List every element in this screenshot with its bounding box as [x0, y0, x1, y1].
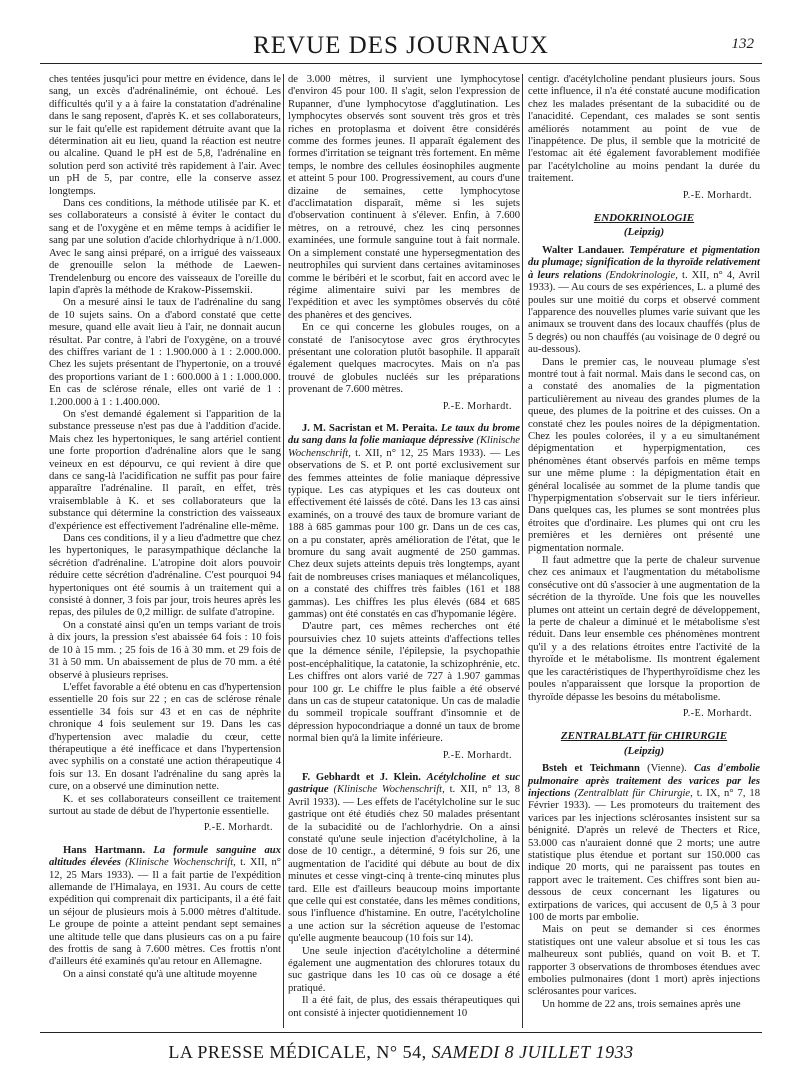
section-city: (Leipzig) [623, 744, 665, 757]
paragraph: Mais on peut se demander si ces énormes statistiques ont une valeur absolue et si tous les cas malheureux sont publiés, quand on voit B. et T. rapporter 3 observations de thromboses étendues avec embolies pulmonaires (dont 1 mort) après injections sclérosantes pour varices. [528, 924, 760, 998]
paragraph: On s'est demandé également si l'apparition de la substance presseuse n'est pas due à l'addition d'acide. Mais chez les hypertoniques, le sang artériel contient une forte proportion d'adrénaline alors que le sang veineux en est dépourvu, ce qui revient à dire que dans ce sang-là l'acidification ne suffit pas pour faire apparaître l'adrénaline. Il paraît, en effet, très vraisemblable à K. et ses collaborateurs que la substance qui détermine la constriction des vaisseaux d'expérience est effectivement l'adrénaline elle-même. [49, 408, 281, 532]
author-signature: P.-E. Morhardt. [682, 707, 752, 719]
paragraph: On a mesuré ainsi le taux de l'adrénaline du sang de 10 sujets sains. On a d'abord constaté que cette mesure, quand elle avait lieu à l'air, ne donnait aucun résultat. Par contre, à l'abri de l'oxygène, on a trouvé des chiffres variant de 1 : 1.900.000 à 1 : 2.000.000. Chez les sujets présentant de l'hypertonie, on a trouvé des proportions variant de 1 : 600.000 à 1 : 1.000.000. En cas de sclérose rénale, elles ont varié de 1 : 1.200.000 à 1 : 1.400.000. [49, 297, 281, 408]
paragraph: Une seule injection d'acétylcholine a déterminé également une augmentation des chlorures totaux du suc gastrique dans les 10 cas où ce dosage a été pratiqué. [288, 945, 520, 994]
article-author: Hans Hartmann. [63, 844, 146, 856]
article-author: Walter Landauer. [542, 244, 625, 256]
author-signature: P.-E. Morhardt. [442, 749, 512, 761]
paragraph: Dans ces conditions, il y a lieu d'admettre que chez les hypertoniques, le parasympathique déclanche la sécrétion d'adrénaline. L'atropine doit alors pouvoir réduire cette sécrétion d'adrénaline. C'est pourquoi 94 hypertoniques ont été soumis à un traitement qui a consisté à donner, 3 fois par jour, trois heures après les repas, des pilules de 0,2 milligr. de sulfate d'atropine. [49, 533, 281, 619]
article-reference: (Klinische Wochenschrift, [333, 784, 445, 796]
footer-issue-number: N° 54, [376, 1042, 427, 1062]
article-reference: (Zentralblatt für Chirurgie, [574, 787, 693, 799]
paragraph: Il faut admettre que la perte de chaleur survenue chez ces animaux et l'augmentation du métabolisme consécutive ont dû s'associer à une augmentation de la sécrétion de la thyroïde. Une fois que les nouvelles plumes ont atteint un certain degré de développement, la perte de chaleur a diminué et le métabolisme s'est réduit. Dans leur ensemble ces phénomènes montrent qu'il y a des relations étroites entre l'activité de la thyroïde et le métabolisme. Ils montrent également que les caractéristiques de l'hyperthyroïdisme chez les poules n'apparaissent que lorsque la proportion de thyroïde dépasse les besoins du métabolisme. [528, 555, 760, 703]
page-footer [40, 1042, 762, 1063]
paragraph: Dans ces conditions, la méthode utilisée par K. et ses collaborateurs a consisté à éviter le contact du sang et de l'oxygène et en même temps à acidifier le sang par une solution d'acide chlorhydrique à n/1.000. Avec le sang ainsi préparé, on a irrigué des vaisseaux de grenouille selon la méthode de Laewen-Trendelenburg ou encore des vaisseaux de l'oreille du lapin d'après la méthode de Krakow-Pissemskii. [49, 198, 281, 296]
author-signature: P.-E. Morhardt. [203, 822, 273, 834]
paragraph: K. et ses collaborateurs conseillent ce traitement surtout au stade de début de l'hypertonie essentielle. [49, 793, 281, 817]
author-signature: P.-E. Morhardt. [442, 400, 512, 412]
article-title: Cas d'embolie pulmonaire après traitement des varices par les injections [528, 763, 761, 799]
footer-rule [40, 1032, 762, 1033]
author-signature: P.-E. Morhardt. [682, 189, 752, 201]
footer-year: 1933 [595, 1042, 634, 1062]
paragraph: Il a été fait, de plus, des essais thérapeutiques qui ont consisté à injecter quotidiennement 10 [288, 995, 520, 1019]
article-text: t. XII, n° 4, Avril 1933). — Au cours de ses expériences, L. a plumé des poules sur une moitié du corps et observé comment l'apparence des nouvelles plumes varie suivant que les animaux se trouvent dans des locaux chauffés (plus de 5 degrés) ou non chauffés (au voisinage de 0 degré ou au-dessous). [528, 269, 760, 356]
footer-journal: LA PRESSE MÉDICALE, [168, 1042, 372, 1062]
paragraph: D'autre part, ces mêmes recherches ont été poursuivies chez 10 sujets atteints d'affections telles que la démence sénile, l'épilepsie, la psychopathie post-encéphalitique, la catatonie, la schizophrénie, etc. Les chiffres ont alors varié de 727 à 1.907 gammas pour 100 gr. Le chiffre le plus faible a été observé dans un cas de stupeur catatonique. Un cas de maladie du sommeil tropicale souffrant d'insomnie et de dépression hypocondriaque a donné un taux de brome normal bien qu'à la limite inférieure. [288, 621, 520, 745]
paragraph: L'effet favorable a été obtenu en cas d'hypertension essentielle 20 fois sur 22 ; en cas de sclérose rénale essentielle 34 fois sur 43 et en cas de néphrite chronique 4 fois seulement sur 19. Dans les cas d'hypertension avec maladie du cœur, cette thérapeutique a été inefficace et dans l'hypertension avec syphilis on a constaté une action thérapeutique 4 fois sur 13. En dosant l'adrénaline du sang après la cure, on a observé une diminution nette. [49, 681, 281, 793]
page-number: 132 [731, 36, 754, 52]
section-heading-text: ENDOKRINOLOGIE [593, 212, 695, 225]
column-3 [528, 74, 760, 1011]
section-heading [528, 730, 760, 742]
article-title: Le taux du brome du sang dans la folie maniaque dépressive [288, 422, 520, 447]
paragraph: ches tentées jusqu'ici pour mettre en évidence, dans le sang, un excès d'adrénalinémie, ont échoué. Les difficultés qu'il y a à faire la constatation d'adrénaline dans le sang reposent, d'après K. et ses collaborateurs, sur le fait qu'elle est rapidement détruite avant que la détermination ait eu lieu, quand la réaction est neutre ou alcaline. Quand le pH est de 5,8, l'adrénaline en solution perd son activité très rapidement à l'air. Avec un pH de 5, par contre, elle la conserve assez longtemps. [49, 74, 281, 197]
article-author: Bsteh et Teichmann [542, 763, 640, 775]
paragraph: Un homme de 22 ans, trois semaines après une [542, 998, 741, 1010]
article-text: t. XII, n° 12, 25 Mars 1933). — Les observations de S. et P. ont porté exclusivement sur des femmes atteintes de folie maniaque dépressive typique. Les cas atypiques et les cas douteux ont effectivement été laissés de côté. Dans les 13 cas ainsi examinés, on a trouvé des taux de bromure variant de 188 à 685 gammas pour 100 gr. Dans un de ces cas, on a pu constater, après amélioration de l'état, que le bromure du sang avait augmenté de 250 gammas. Chez deux sujets atteints depuis très longtemps, ayant fait de nombreuses crises maniaques et mélancoliques, on a constaté des chiffres très faibles (161 et 188 gammas). Les chiffres les plus élevés (684 et 685 gammas) ont été constatés en cas d'hypomanie légère. [288, 447, 520, 621]
article-author-city: (Vienne). [647, 763, 687, 775]
section-heading-text: ZENTRALBLATT für CHIRURGIE [560, 730, 728, 743]
article-reference: (Klinische Wochenschrift, [288, 435, 520, 459]
article-abstract [288, 772, 520, 946]
paragraph: En ce qui concerne les globules rouges, on a constaté de l'anisocytose avec gros érythrocytes présentant une coloration plutôt basophile. Il apparaît également quelques macrocytes. Mais on n'a pas trouvé de globules nucléés sur les préparations provenant de 7.600 mètres. [288, 322, 520, 396]
article-abstract [528, 763, 760, 924]
article-abstract [49, 845, 281, 969]
article-title: Acétylcholine et suc gastrique [288, 771, 520, 796]
article-title: La formule sanguine aux altitudes élevées [49, 844, 281, 869]
column-divider [522, 74, 523, 1028]
paragraph: On a ainsi constaté qu'à une altitude moyenne [63, 968, 258, 980]
section-heading [528, 212, 760, 224]
paragraph: de 3.000 mètres, il survient une lymphocytose d'environ 45 pour 100. Il s'agit, selon l'expression de Rupanner, d'une lymphocytose d'agglutination. Les lymphocytes observés sont souvent très gros et très riches en protoplasma et doivent être considérés comme des formes jeunes. Il apparaît également des formes d'irritation se teignant très fortement. En même temps, le nombre des cellules éosinophiles augmente et atteint 5 pour 100. Progressivement, au cours d'une dizaine de semaines, cette lymphocytose d'acclimatation disparaît, même si les sujets d'observation continuent à s'élever. Enfin, à 7.600 mètres, on a retrouvé, chez les cinq personnes examinées, une formule sanguine tout à fait normale. On a simplement constaté une hypersegmentation des neutrophiles qui survient dans certaines avitaminoses comme le béribéri et le scorbut, fait en accord avec le régime alimentaire suivi par les membres de l'expédition et avec les symptômes observés du côté des phanères et des gencives. [288, 74, 520, 321]
article-author: F. Gebhardt et J. Klein. [302, 771, 421, 783]
article-text: t. XII, n° 13, 8 Avril 1933). — Les effets de l'acétylcholine sur le suc gastrique ont été étudiés chez 50 malades présentant de la subacidité ou de l'achlorhydrie. On a ainsi constaté qu'une seule injection d'acétylcholine, à la dose de 10 centigr., a déterminé, 9 fois sur 26, une augmentation de l'acidité qui débute au bout de dix minutes et cesse vingt-cinq à trente-cinq minutes plus tard. Elle est d'ailleurs beaucoup moins importante que celle qui est constatée, dans les mêmes conditions, sous l'influence d'histamine. En outre, l'acétylcholine a une action sur la sécrétion aqueuse de l'estomac qu'elle augmente beaucoup (10 fois sur 14). [288, 784, 521, 945]
column-divider [283, 74, 284, 1028]
article-title: Température et pigmentation du plumage; signification de la thyroïde relativement à leurs relations [528, 244, 760, 281]
article-author: J. M. Sacristan et M. Peraita. [302, 422, 438, 434]
article-text: t. XII, n° 12, 25 Mars 1933). — Il a fait partie de l'expédition allemande de l'Himalaya, en 1931. Au cours de cette expédition qui comprenait dix participants, il a été fait un séjour de plusieurs mois à 5.000 mètres d'altitude. Le groupe de pointe a atteint pendant sept semaines une altitude telle que dans plusieurs cas on a pu faire des frottis de sang à 7.600 mètres. Ces frottis n'ont d'ailleurs été examinés qu'au retour en Allemagne. [49, 857, 282, 968]
article-reference: (Klinische Wochenschrift, [125, 857, 236, 869]
section-city: (Leipzig) [623, 226, 665, 239]
article-reference: (Endokrinologie, [605, 269, 678, 281]
article-text: t. IX, n° 7, 18 Février 1933). — Les promoteurs du traitement des varices par les injections sclérosantes insistent sur sa bénignité. D'après un relevé de Thecters et Rice, 53.000 cas n'auraient donné que 2 morts; une autre statistique plus étendue et portant sur 150.000 cas indique 20 morts, qui ne paraissent pas toutes en rapport avec le traitement. Ces chiffres sont bien au-dessous de ceux concernant les ligatures ou extirpations de varices, qui accusent de 0,5 à 3 pour 100 de morts par embolie. [528, 787, 761, 923]
article-abstract [288, 423, 520, 622]
header-rule [40, 63, 762, 64]
paragraph: centigr. d'acétylcholine pendant plusieurs jours. Sous cette influence, il n'a été constaté aucune modification chez les malades présentant de la subacidité ou de l'anacidité. Cependant, ces malades se sont sentis améliorés notamment au point de vue de l'inappétence. De plus, il semble que la motricité de l'estomac ait été également favorablement modifiée par l'acétylcholine au moins pendant la durée du traitement. [528, 74, 760, 185]
page-header [40, 30, 762, 64]
paragraph: On a constaté ainsi qu'en un temps variant de trois à dix jours, la pression s'est abaissée 64 fois : 10 fois de 10 à 15 mm. ; 25 fois de 16 à 30 mm. et 29 fois de 31 à 50 mm. Un abaissement de plus de 70 mm. a été observé à plusieurs reprises. [49, 619, 281, 681]
column-1 [49, 74, 281, 981]
paragraph: Dans le premier cas, le nouveau plumage s'est montré tout à fait normal. Mais dans le second cas, on a constaté des anomalies de la pigmentation particulièrement au niveau des grandes plumes de la queue, des plumes de la poitrine et des cuisses. On a constaté chez les poules noires de la dépigmentation. Chez les poules colorées, il y a eu simultanément dépigmentation et hyperpigmentation, ces phénomènes étant observés parfois en même temps sur une même plume : la dépigmentation était en général localisée au sommet de la plume tandis que l'hyperpigmentation s'observait sur le tiers inférieur. Dans quelques cas, les plumes se sont montrées plus étroites que d'ordinaire. Les plumes qui ont cru les premières et les dernières ont présenté une pigmentation normale. [528, 356, 760, 554]
footer-date: SAMEDI 8 JUILLET [431, 1042, 591, 1062]
journal-section-title: REVUE DES JOURNAUX [253, 32, 549, 59]
column-2 [288, 74, 520, 1020]
article-abstract [528, 245, 760, 357]
